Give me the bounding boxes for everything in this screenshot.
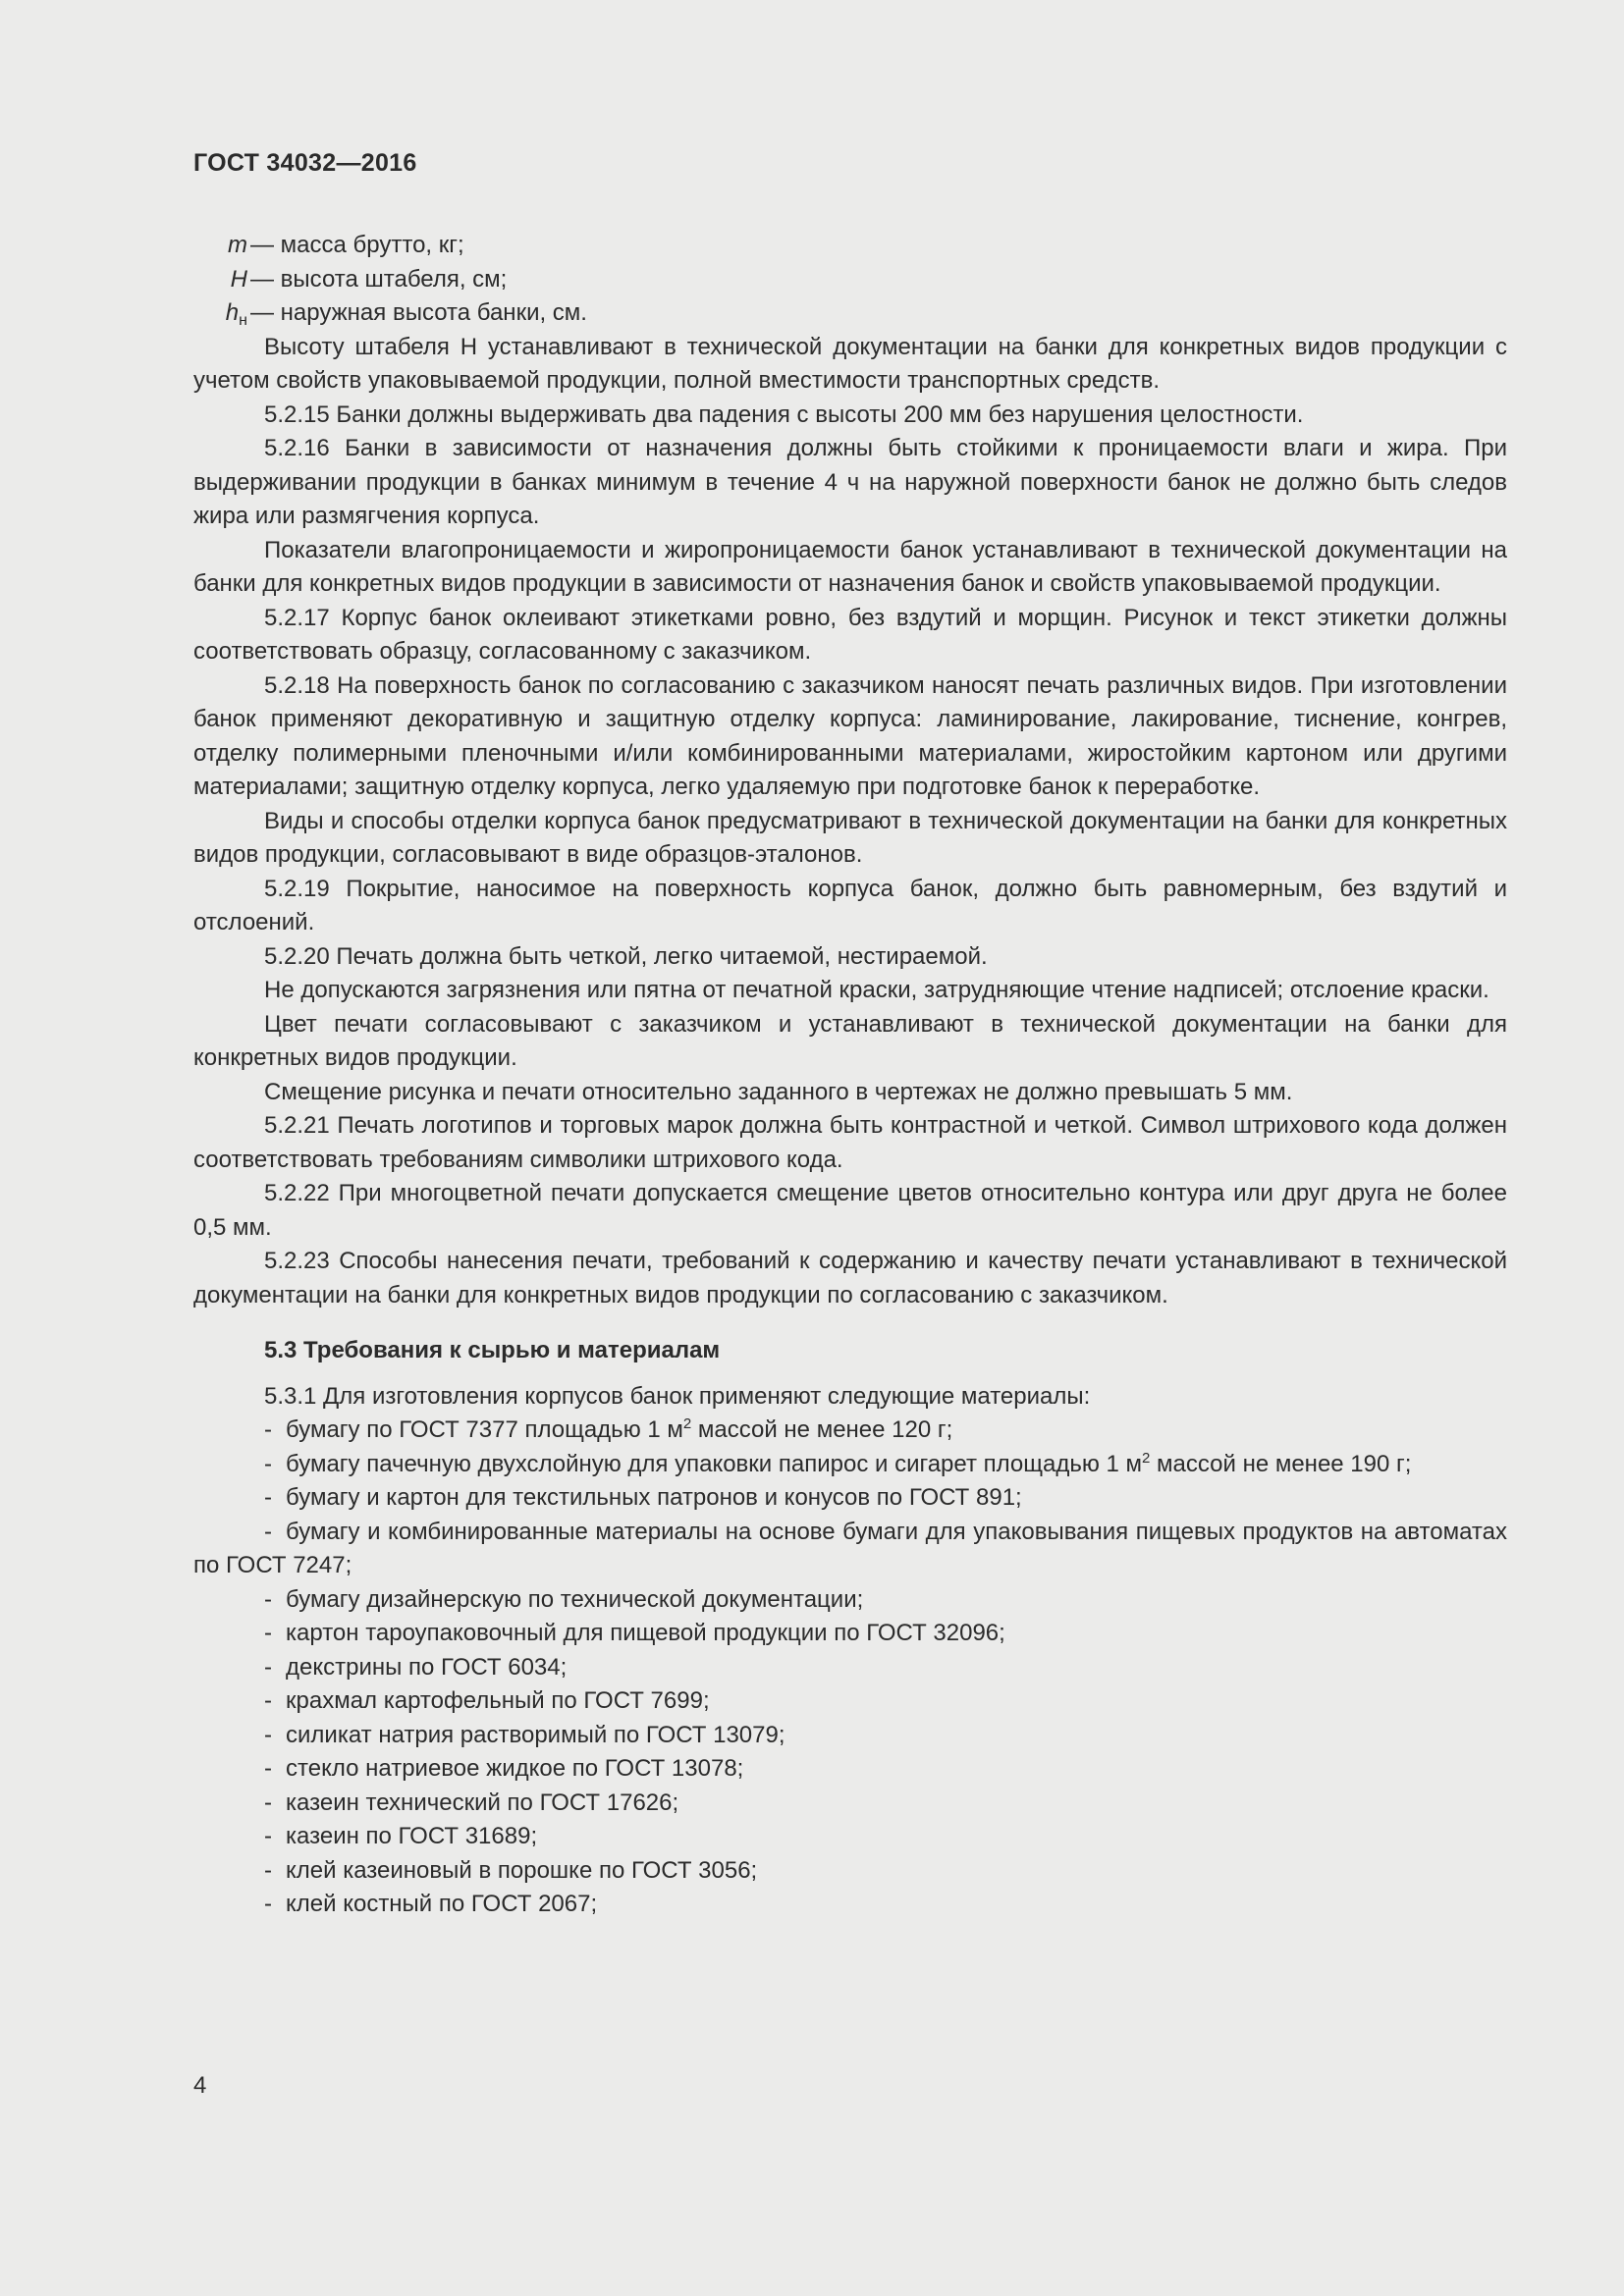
list-item: - бумагу по ГОСТ 7377 площадью 1 $м^2$ массой не менее 120 г; (193, 1414, 1507, 1448)
section-title: 5.3 Требования к сырью и материалам (264, 1337, 721, 1363)
list-item: - силикат натрия растворимый по ГОСТ 13079; (193, 1719, 1507, 1753)
document-body (193, 229, 1507, 1922)
document-page (193, 0, 1507, 2296)
list-item: - бумагу дизайнерскую по технической документации; (193, 1583, 1507, 1618)
legend-item (193, 229, 1507, 263)
list-item: - бумагу и картон для текстильных патронов и конусов по ГОСТ 891; (193, 1481, 1507, 1516)
list-item: - бумагу пачечную двухслойную для упаковки папирос и сигарет площадью 1 $м^2$ массой не менее 190 г; (193, 1448, 1507, 1482)
clause-5-2-16: 5.2.16 Банки в зависимости от назначения должны быть стойкими к проницаемости влаги и жира. При выдерживании продукции в банках минимум в течение 4 ч на наружной поверхности банок не должно быть следов жира или размягчения корпуса. (193, 435, 1507, 529)
clause-5-2-21: 5.2.21 Печать логотипов и торговых марок должна быть контрастной и четкой. Символ штрихового кода должен соответствовать требованиям символики штрихового кода. (193, 1112, 1507, 1173)
list-dash: - (264, 1891, 272, 1917)
list-dash: - (264, 1484, 272, 1511)
list-dash: - (264, 1823, 272, 1849)
list-dash: - (264, 1620, 272, 1646)
list-dash: - (264, 1856, 272, 1884)
legend-text: — наружная высота банки, см. (250, 299, 587, 326)
clause-5-2-20: 5.2.20 Печать должна быть четкой, легко читаемой, нестираемой. (264, 942, 988, 970)
paragraph-contamination: Не допускаются загрязнения или пятна от печатной краски, затрудняющие чтение надписей; отслоение краски. (264, 977, 1489, 1003)
list-item: - картон тароупаковочный для пищевой продукции по ГОСТ 32096; (193, 1617, 1507, 1651)
list-item: - декстрины по ГОСТ 6034; (193, 1651, 1507, 1685)
list-item: - бумагу и комбинированные материалы на основе бумаги для упаковывания пищевых продуктов на автоматах по ГОСТ 7247; (193, 1516, 1507, 1583)
page-number: 4 (193, 2072, 207, 2099)
legend-symbol: $h_н$ (225, 299, 247, 329)
paragraph-stack-height: Высоту штабеля H устанавливают в технической документации на банки для конкретных видов продукции с учетом свойств упаковываемой продукции, полной вместимости транспортных средств. (193, 333, 1507, 394)
list-item: - казеин технический по ГОСТ 17626; (193, 1787, 1507, 1821)
paragraph-permeability: Показатели влагопроницаемости и жиропроницаемости банок устанавливают в технической документации на банки для конкретных видов продукции в зависимости от назначения банок и свойств упаковываемой продукции. (193, 536, 1507, 597)
list-dash: - (264, 1518, 272, 1545)
clause-5-2-17: 5.2.17 Корпус банок оклеивают этикетками ровно, без вздутий и морщин. Рисунок и текст этикетки должны соответствовать образцу, согласованному с заказчиком. (193, 604, 1507, 665)
legend-symbol: m (228, 232, 247, 258)
legend-item (193, 263, 1507, 297)
clause-5-2-18: 5.2.18 На поверхность банок по согласованию с заказчиком наносят печать различных видов. При изготовлении банок применяют декоративную и защитную отделку корпуса: ламинирование, лакирование, тиснение, конгрев, отделку полимерными пленочными и/или комбинированными материалами, жиростойким картоном или другими материалами; защитную отделку корпуса, легко удаляемую при подготовке банок к переработке. (193, 671, 1507, 800)
document-header: ГОСТ 34032—2016 (193, 149, 417, 177)
clause-5-3-1: 5.3.1 Для изготовления корпусов банок применяют следующие материалы: (264, 1382, 1091, 1410)
list-dash: - (264, 1687, 272, 1714)
list-dash: - (264, 1789, 272, 1816)
list-dash: - (264, 1450, 272, 1477)
list-item: - стекло натриевое жидкое по ГОСТ 13078; (193, 1752, 1507, 1787)
paragraph-finishing: Виды и способы отделки корпуса банок предусматривают в технической документации на банки для конкретных видов продукции, согласовывают в виде образцов-эталонов. (193, 807, 1507, 868)
clause-5-2-15: 5.2.15 Банки должны выдерживать два падения с высоты 200 мм без нарушения целостности. (264, 400, 1304, 428)
clause-5-2-23: 5.2.23 Способы нанесения печати, требований к содержанию и качеству печати устанавливают в технической документации на банки для конкретных видов продукции по согласованию с заказчиком. (193, 1248, 1507, 1308)
clause-5-2-22: 5.2.22 При многоцветной печати допускается смещение цветов относительно контура или друг друга не более 0,5 мм. (193, 1180, 1507, 1241)
legend-item (193, 296, 1507, 331)
list-item: - клей казеиновый в порошке по ГОСТ 3056; (193, 1854, 1507, 1889)
clause-5-2-19: 5.2.19 Покрытие, наносимое на поверхность корпуса банок, должно быть равномерным, без вздутий и отслоений. (193, 875, 1507, 935)
legend-symbol: H (230, 265, 247, 293)
list-dash: - (264, 1755, 272, 1782)
list-dash: - (264, 1721, 272, 1748)
list-item: - крахмал картофельный по ГОСТ 7699; (193, 1684, 1507, 1719)
list-item: - клей костный по ГОСТ 2067; (193, 1888, 1507, 1922)
list-dash: - (264, 1585, 272, 1613)
materials-list (193, 1414, 1507, 1922)
list-dash: - (264, 1416, 272, 1443)
legend-text: — высота штабеля, см; (250, 265, 508, 293)
paragraph-print-offset: Смещение рисунка и печати относительно заданного в чертежах не должно превышать 5 мм. (264, 1078, 1293, 1105)
list-item: - казеин по ГОСТ 31689; (193, 1820, 1507, 1854)
list-dash: - (264, 1653, 272, 1681)
legend-text: — масса брутто, кг; (250, 232, 464, 258)
paragraph-print-color: Цвет печати согласовывают с заказчиком и устанавливают в технической документации на банки для конкретных видов продукции. (193, 1010, 1507, 1071)
